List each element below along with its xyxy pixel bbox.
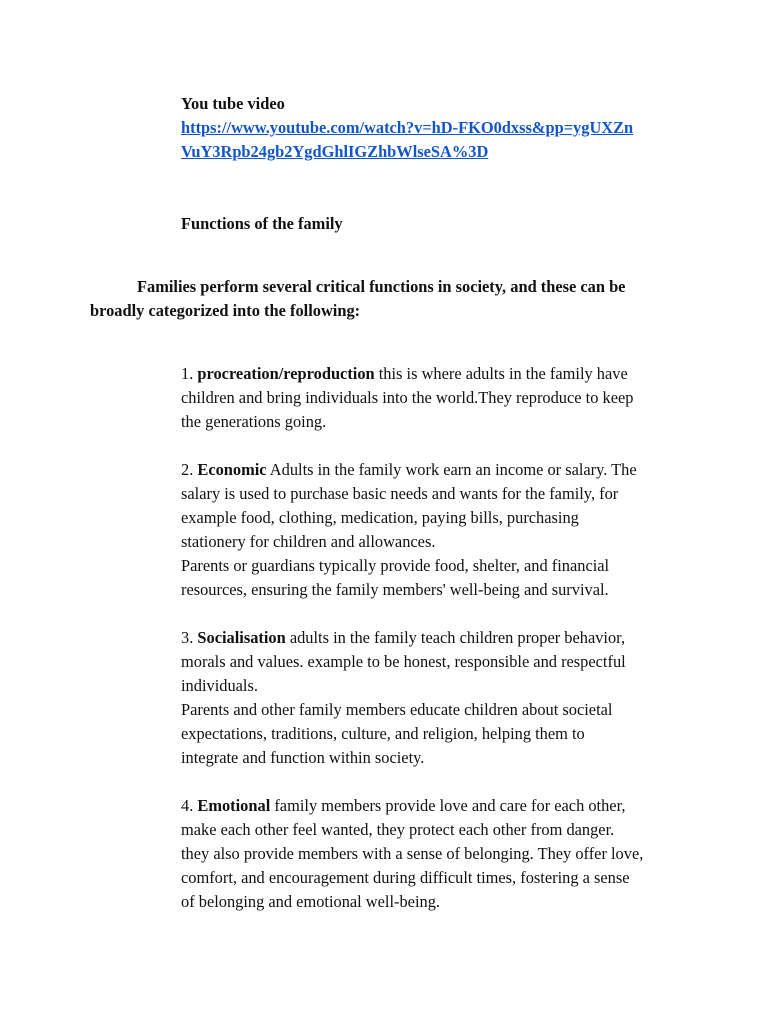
intro-line-2: broadly categorized into the following:: [90, 301, 361, 320]
item-number: 3.: [181, 628, 198, 647]
item-term: Emotional: [197, 796, 271, 815]
item-text: adults in the family teach children proper behavior,: [285, 628, 626, 647]
video-heading: You tube video: [181, 94, 285, 113]
item-2-line: resources, ensuring the family members' well-being and survival.: [181, 580, 609, 599]
item-term: Socialisation: [197, 628, 286, 647]
item-2-line: salary is used to purchase basic needs and wants for the family, for: [181, 484, 619, 503]
item-3-line: expectations, traditions, culture, and religion, helping them to: [181, 724, 585, 743]
function-item-1-first-line: [181, 362, 628, 386]
section-title: Functions of the family: [181, 214, 343, 233]
item-3-line: morals and values. example to be honest, responsible and respectful: [181, 652, 626, 671]
item-text: Adults in the family work earn an income or salary. The: [266, 460, 637, 479]
intro-line-1: Families perform several critical functions in society, and these can be: [137, 277, 626, 296]
function-item-4-first-line: [181, 794, 625, 818]
item-3-line: individuals.: [181, 676, 258, 695]
youtube-link-line-2[interactable]: VuY3Rpb24gb2YgdGhlIGZhbWlseSA%3D: [181, 142, 489, 161]
function-item-3-first-line: [181, 626, 625, 650]
item-2-line: example food, clothing, medication, paying bills, purchasing: [181, 508, 579, 527]
item-2-line: stationery for children and allowances.: [181, 532, 436, 551]
item-number: 4.: [181, 796, 198, 815]
item-text: this is where adults in the family have: [374, 364, 628, 383]
item-1-line: children and bring individuals into the world.They reproduce to keep: [181, 388, 634, 407]
item-4-line: make each other feel wanted, they protect each other from danger.: [181, 820, 615, 839]
item-1-line: the generations going.: [181, 412, 327, 431]
item-4-line: they also provide members with a sense of belonging. They offer love,: [181, 844, 644, 863]
item-3-line: integrate and function within society.: [181, 748, 425, 767]
item-4-line: comfort, and encouragement during difficult times, fostering a sense: [181, 868, 630, 887]
function-item-2-first-line: [181, 458, 637, 482]
item-number: 2.: [181, 460, 198, 479]
item-number: 1.: [181, 364, 198, 383]
item-2-line: Parents or guardians typically provide food, shelter, and financial: [181, 556, 610, 575]
item-4-line: of belonging and emotional well-being.: [181, 892, 441, 911]
item-3-line: Parents and other family members educate children about societal: [181, 700, 613, 719]
item-term: Economic: [197, 460, 267, 479]
item-text: family members provide love and care for each other,: [270, 796, 626, 815]
youtube-link-line-1[interactable]: https://www.youtube.com/watch?v=hD-FKO0dxss&pp=ygUXZn: [181, 118, 634, 137]
item-term: procreation/reproduction: [197, 364, 375, 383]
